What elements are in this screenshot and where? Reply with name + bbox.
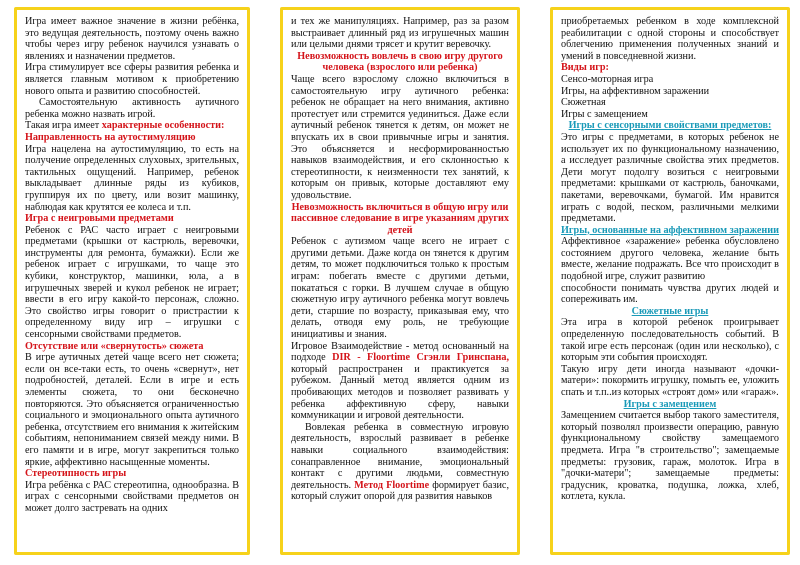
column-1 <box>14 7 250 555</box>
section-heading: Невозможность включиться в общую игру или пассивное следование в игре указаниям других детей <box>291 201 509 236</box>
paragraph: В игре аутичных детей чаще всего нет сюжета; если он все-таки есть, то очень «свернут», нет подробностей, деталей. Если в игре и есть элементы сюжета, то они бесконечно повторяются. Это объясняется ограниченностью социального и эмоционального опыта аутичного ребенка, отсутствием его внимания к житейским событиям, непониманием связей между ними. В его памяти и в игре, могут закрепиться только яркие, аффективно насыщенные моменты. <box>25 352 239 468</box>
paragraph: Самостоятельную активность аутичного ребенка можно назвать игрой. <box>25 97 239 120</box>
section-heading: Сюжетные игры <box>631 305 709 317</box>
paragraph: Аффективное «заражение» ребенка обусловлено состоянием другого человека, желание быть вместе, желание подражать. Все что происходит в подобной игре, служит развитию <box>561 236 779 283</box>
section-heading: Направленность на аутостимуляцию <box>25 131 196 143</box>
paragraph: Такую игру дети иногда называют «дочки-матери»: покормить игрушку, помыть ее, уложить спать и т.п..из которых «строят дом» или «гараж». <box>561 363 779 398</box>
column-2 <box>280 7 520 555</box>
paragraph: и тех же манипуляциях. Например, раз за разом выстраивает длинный ряд из игрушечных машин или целыми днями трясет и крутит веревочку. <box>291 16 509 51</box>
paragraph-text: Вовлекая ребенка в совместную игровую деятельность, взрослый развивает в ребенке навыки социального взаимодействия: сонаправленное внимание, эмоциональный контакт с другими людьми, совместную деятельность. <box>291 421 509 491</box>
column-3 <box>550 7 790 555</box>
paragraph-text: формирует базис, который служит опорой для развития навыков <box>291 479 509 503</box>
list-item: Сюжетная <box>561 97 606 109</box>
section-heading: Игры, основанные на аффективном заражении <box>561 224 780 236</box>
paragraph: приобретаемых ребенком в ходе комплексной реабилитации с одной стороны и способствует облегчению применения полученных знаний и умений в повседневной жизни. <box>561 16 779 62</box>
highlight-text: Метод Floortime <box>354 479 430 491</box>
section-heading: Игры с сенсорными свойствами предметов: <box>568 120 772 132</box>
highlight-text: характерные особенности: <box>101 120 225 132</box>
paragraph <box>291 341 509 422</box>
paragraph: способности понимать чувства других людей и сопереживать им. <box>561 282 779 306</box>
paragraph-text: Игровое Взаимодействие - метод основанный на подходе <box>291 340 509 364</box>
paragraph: Ребенок с РАС часто играет с неигровыми предметами (крышки от кастрюль, веревочки, инструменты для ремонта, бумажки). Если же ребенок играет с игрушками, то чаще это кубики, конструктор, машинки, юла, а в игрушечных зверей и кукол ребенок не играет; ввести в его игру какой-то персонаж, сложно. Это свойство игры говорит о пристрастии к определенному виду игр – игрушки с сенсорными свойствами предметов. <box>25 224 239 341</box>
paragraph: Игра ребёнка с РАС стереотипна, однообразна. В играх с сенсорными свойствами предметов он может долго застревать на одних <box>25 479 239 514</box>
paragraph: Игра нацелена на аутостимуляцию, то есть на получение определенных слуховых, зрительных, тактильных ощущений. Например, ребенок выкладывает длинные ряды из кубиков, группируя их по цвету, или возит машинку, наблюдая как крутятся ее колеса и т.п. <box>25 143 239 213</box>
paragraph: Эта игра в которой ребенок проигрывает определенную последовательность событий. В такой игре есть персонаж (один или несколько), с которым эти события происходят. <box>561 317 779 364</box>
paragraph: Игра стимулирует все сферы развития ребенка и является главным мотивом к приобретению нового опыта и развитию способностей. <box>25 62 239 97</box>
section-heading: Невозможность вовлечь в свою игру другого человека (взрослого или ребенка) <box>297 50 503 74</box>
paragraph: Ребенок с аутизмом чаще всего не играет с другими детьми. Даже когда он тянется к другим детям, то может подключиться только к простым играм: побегать вместе с другими детьми, покататься с горки. В лучшем случае в общую сюжетную игру аутичного ребенка могут вовлечь дети, старшие по возрасту, приказывая ему, что делать, отводя ему роль, не требующие инициативы и знания. <box>291 236 509 341</box>
paragraph-text: Такая игра имеет <box>25 120 102 132</box>
list-item: Сенсо-моторная игра <box>561 73 654 85</box>
paragraph: Чаще всего взрослому сложно включиться в самостоятельную игру аутичного ребенка: ребенок не обращает на него внимания, активно протестует или стремится уединиться. Даже если аутичный ребенок тянется к детям, он может не впускать их в свои привычные игры и занятия. Это объясняется и несформированностью навыков взаимодействия, и его склонностью к стереотипности, к неизменности тех занятий, к которым он привык, которые доставляют ему удовольствие. <box>291 73 509 201</box>
section-heading: Игры с замещением <box>623 398 717 410</box>
paragraph-text: который распространен и практикуется за рубежом. Данный метод является одним из пробивающих методов и позволяет развивать у ребенка аффективную сферу, навыки коммуникации и игровой деятельности. <box>291 363 509 422</box>
highlight-text: DIR - Floortime Сгэнли Гринспана, <box>332 352 509 364</box>
paragraph: Игра имеет важное значение в жизни ребёнка, это ведущая деятельность, поэтому очень важно чтобы через игру ребенок научился узнавать о явлениях и назначении предметов. <box>25 16 239 62</box>
paragraph: Это игры с предметами, в которых ребенок не использует их по функциональному назначению, а исследует различные свойства этих предметов. Дети могут подолгу возиться с неигровыми предметами: крышками от кастрюль, баночками, пакетами, веревочками, бумагой. Им нравится играть с водой, песком, различными мелкими предметами. <box>561 131 779 225</box>
section-heading: Стереотипность игры <box>25 468 127 480</box>
section-heading: Отсутствие или «свернутость» сюжета <box>25 340 204 352</box>
list-item: Игры, на аффективном заражении <box>561 85 710 97</box>
section-heading: Виды игр: <box>561 62 609 74</box>
paragraph <box>291 422 509 503</box>
paragraph: Замещением считается выбор такого заместителя, который позволял произвести операцию, равную функциональному свойству замещаемого предмета. Игра "в строительство"; замещаемые предметы: грузовик, гараж, молоток. Игра в "дочки-матери"; замещаемые предметы: градусник, кроватка, подушка, ложка, хлеб, котлета, кукла. <box>561 410 779 503</box>
paragraph <box>25 120 239 132</box>
section-heading: Игра с неигровыми предметами <box>25 213 174 225</box>
list-item: Игры с замещением <box>561 108 648 120</box>
